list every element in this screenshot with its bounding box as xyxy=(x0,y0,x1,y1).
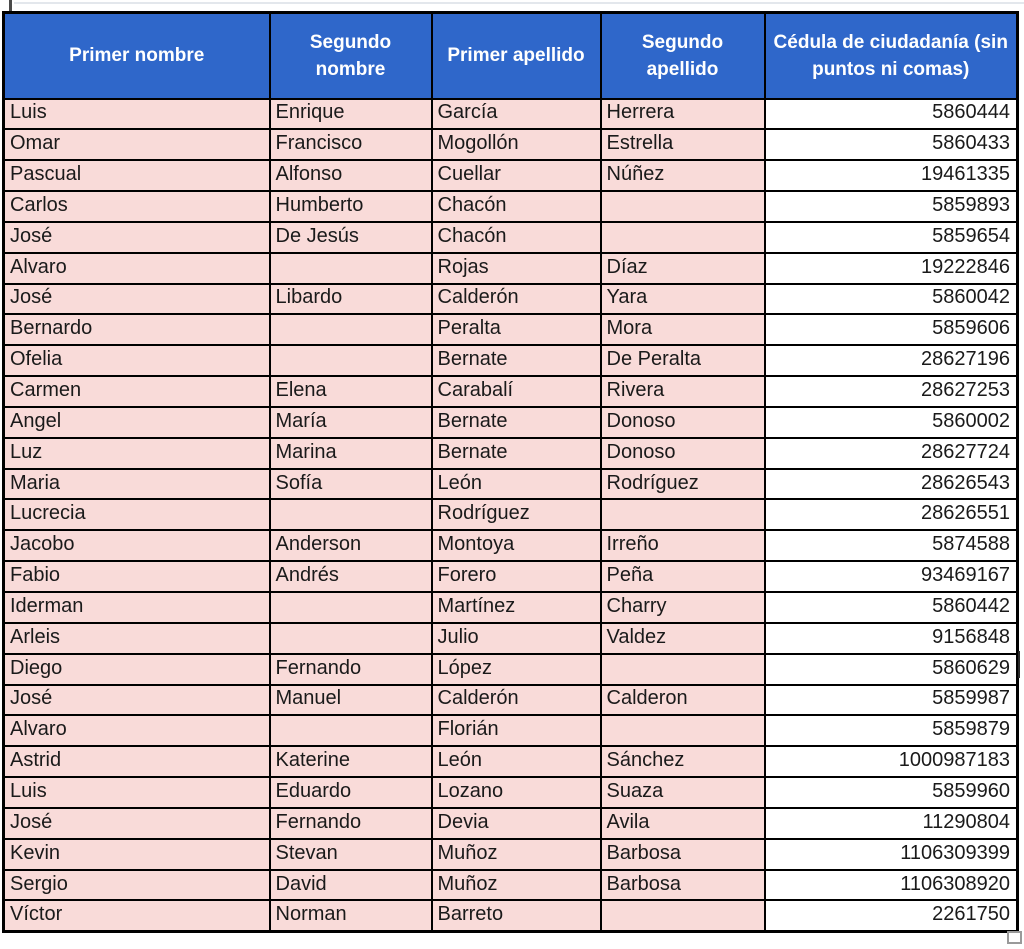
id-number-cell[interactable]: 1106309399 xyxy=(765,839,1018,870)
middle-name-cell[interactable] xyxy=(270,623,432,654)
middle-name-cell[interactable]: Manuel xyxy=(270,685,432,716)
first-name-cell[interactable]: Astrid xyxy=(4,746,270,777)
first-name-cell[interactable]: Sergio xyxy=(4,870,270,901)
column-header-primer-nombre[interactable]: Primer nombre xyxy=(4,13,270,99)
first-name-cell[interactable]: Carlos xyxy=(4,191,270,222)
second-surname-cell[interactable] xyxy=(601,900,765,931)
table-header-row xyxy=(4,13,1018,99)
table-row xyxy=(4,561,1018,592)
second-surname-cell[interactable]: De Peralta xyxy=(601,345,765,376)
page-top-rule xyxy=(14,2,1024,4)
first-name-cell[interactable]: Luis xyxy=(4,99,270,130)
middle-name-cell[interactable]: María xyxy=(270,407,432,438)
id-number-cell[interactable]: 5874588 xyxy=(765,530,1018,561)
table-row xyxy=(4,654,1018,685)
first-surname-cell[interactable]: Devia xyxy=(432,808,601,839)
table-row xyxy=(4,222,1018,253)
table-row xyxy=(4,592,1018,623)
id-number-cell[interactable]: 5860433 xyxy=(765,129,1018,160)
second-surname-cell[interactable] xyxy=(601,499,765,530)
first-name-cell[interactable]: Omar xyxy=(4,129,270,160)
table-row xyxy=(4,191,1018,222)
id-number-cell[interactable]: 28626543 xyxy=(765,469,1018,500)
names-table xyxy=(2,11,1019,933)
second-surname-cell[interactable]: Donoso xyxy=(601,407,765,438)
table-row xyxy=(4,314,1018,345)
table-row xyxy=(4,438,1018,469)
id-number-cell[interactable]: 19461335 xyxy=(765,160,1018,191)
first-surname-cell[interactable]: García xyxy=(432,99,601,130)
table-row xyxy=(4,839,1018,870)
first-name-cell[interactable]: José xyxy=(4,284,270,315)
middle-name-cell[interactable] xyxy=(270,499,432,530)
id-number-cell[interactable]: 5860042 xyxy=(765,284,1018,315)
first-surname-cell[interactable]: Barreto xyxy=(432,900,601,931)
table-resize-handle[interactable] xyxy=(1007,931,1022,944)
first-surname-cell[interactable]: Calderón xyxy=(432,685,601,716)
first-name-cell[interactable]: Iderman xyxy=(4,592,270,623)
first-surname-cell[interactable]: Carabalí xyxy=(432,376,601,407)
second-surname-cell[interactable] xyxy=(601,191,765,222)
first-name-cell[interactable]: Maria xyxy=(4,469,270,500)
middle-name-cell[interactable]: David xyxy=(270,870,432,901)
id-number-cell[interactable]: 28627196 xyxy=(765,345,1018,376)
id-number-cell[interactable]: 5860002 xyxy=(765,407,1018,438)
id-number-cell[interactable]: 28627724 xyxy=(765,438,1018,469)
id-number-cell[interactable]: 28627253 xyxy=(765,376,1018,407)
middle-name-cell[interactable]: Humberto xyxy=(270,191,432,222)
id-number-cell[interactable]: 28626551 xyxy=(765,499,1018,530)
first-name-cell[interactable]: Alvaro xyxy=(4,253,270,284)
column-header-segundo-nombre[interactable]: Segundo nombre xyxy=(270,13,432,99)
table-row xyxy=(4,715,1018,746)
second-surname-cell[interactable] xyxy=(601,715,765,746)
first-surname-cell[interactable]: Julio xyxy=(432,623,601,654)
second-surname-cell[interactable]: Yara xyxy=(601,284,765,315)
first-surname-cell[interactable]: Chacón xyxy=(432,222,601,253)
first-surname-cell[interactable]: Forero xyxy=(432,561,601,592)
second-surname-cell[interactable]: Rivera xyxy=(601,376,765,407)
id-number-cell[interactable]: 9156848 xyxy=(765,623,1018,654)
id-number-cell[interactable]: 5860629 xyxy=(765,654,1018,685)
first-surname-cell[interactable]: Bernate xyxy=(432,407,601,438)
table-row xyxy=(4,99,1018,130)
first-surname-cell[interactable]: Muñoz xyxy=(432,839,601,870)
table-row xyxy=(4,160,1018,191)
first-name-cell[interactable]: Ofelia xyxy=(4,345,270,376)
first-name-cell[interactable]: Diego xyxy=(4,654,270,685)
id-number-cell[interactable]: 2261750 xyxy=(765,900,1018,931)
first-surname-cell[interactable]: Florián xyxy=(432,715,601,746)
first-name-cell[interactable]: Carmen xyxy=(4,376,270,407)
first-surname-cell[interactable]: Mogollón xyxy=(432,129,601,160)
middle-name-cell[interactable] xyxy=(270,253,432,284)
table-row xyxy=(4,870,1018,901)
middle-name-cell[interactable]: Katerine xyxy=(270,746,432,777)
first-name-cell[interactable]: Angel xyxy=(4,407,270,438)
first-name-cell[interactable]: Pascual xyxy=(4,160,270,191)
table-row xyxy=(4,253,1018,284)
middle-name-cell[interactable]: Fernando xyxy=(270,808,432,839)
first-name-cell[interactable]: Arleis xyxy=(4,623,270,654)
first-surname-cell[interactable]: Bernate xyxy=(432,345,601,376)
second-surname-cell[interactable]: Avila xyxy=(601,808,765,839)
table-row xyxy=(4,376,1018,407)
table-row xyxy=(4,469,1018,500)
middle-name-cell[interactable]: Stevan xyxy=(270,839,432,870)
first-surname-cell[interactable]: Montoya xyxy=(432,530,601,561)
table-row xyxy=(4,685,1018,716)
id-number-cell[interactable]: 5859893 xyxy=(765,191,1018,222)
first-surname-cell[interactable]: León xyxy=(432,746,601,777)
second-surname-cell[interactable]: Charry xyxy=(601,592,765,623)
table-row xyxy=(4,746,1018,777)
first-surname-cell[interactable]: López xyxy=(432,654,601,685)
second-surname-cell[interactable]: Mora xyxy=(601,314,765,345)
first-name-cell[interactable]: Luz xyxy=(4,438,270,469)
first-name-cell[interactable]: Luis xyxy=(4,777,270,808)
first-surname-cell[interactable]: Bernate xyxy=(432,438,601,469)
id-number-cell[interactable]: 11290804 xyxy=(765,808,1018,839)
middle-name-cell[interactable]: Anderson xyxy=(270,530,432,561)
table-row xyxy=(4,808,1018,839)
id-number-cell[interactable]: 1000987183 xyxy=(765,746,1018,777)
id-number-cell[interactable]: 5860442 xyxy=(765,592,1018,623)
middle-name-cell[interactable]: Alfonso xyxy=(270,160,432,191)
first-surname-cell[interactable]: León xyxy=(432,469,601,500)
second-surname-cell[interactable]: Núñez xyxy=(601,160,765,191)
id-number-cell[interactable]: 5859960 xyxy=(765,777,1018,808)
id-number-cell[interactable]: 19222846 xyxy=(765,253,1018,284)
id-number-cell[interactable]: 1106308920 xyxy=(765,870,1018,901)
middle-name-cell[interactable]: De Jesús xyxy=(270,222,432,253)
column-header-cedula[interactable]: Cédula de ciudadanía (sin puntos ni comas) xyxy=(765,13,1018,99)
id-number-cell[interactable]: 5859987 xyxy=(765,685,1018,716)
middle-name-cell[interactable]: Eduardo xyxy=(270,777,432,808)
table-row xyxy=(4,623,1018,654)
middle-name-cell[interactable]: Elena xyxy=(270,376,432,407)
middle-name-cell[interactable] xyxy=(270,592,432,623)
first-surname-cell[interactable]: Chacón xyxy=(432,191,601,222)
middle-name-cell[interactable] xyxy=(270,345,432,376)
first-surname-cell[interactable]: Martínez xyxy=(432,592,601,623)
table-row xyxy=(4,284,1018,315)
second-surname-cell[interactable]: Donoso xyxy=(601,438,765,469)
table-row xyxy=(4,499,1018,530)
middle-name-cell[interactable]: Sofía xyxy=(270,469,432,500)
first-name-cell[interactable]: José xyxy=(4,808,270,839)
table-row xyxy=(4,777,1018,808)
first-name-cell[interactable]: Alvaro xyxy=(4,715,270,746)
id-number-cell[interactable]: 93469167 xyxy=(765,561,1018,592)
second-surname-cell[interactable]: Estrella xyxy=(601,129,765,160)
table-row xyxy=(4,129,1018,160)
id-number-cell[interactable]: 5860444 xyxy=(765,99,1018,130)
first-surname-cell[interactable]: Calderón xyxy=(432,284,601,315)
middle-name-cell[interactable]: Libardo xyxy=(270,284,432,315)
middle-name-cell[interactable]: Andrés xyxy=(270,561,432,592)
first-surname-cell[interactable]: Muñoz xyxy=(432,870,601,901)
column-header-primer-apellido[interactable]: Primer apellido xyxy=(432,13,601,99)
middle-name-cell[interactable] xyxy=(270,715,432,746)
first-surname-cell[interactable]: Rojas xyxy=(432,253,601,284)
middle-name-cell[interactable]: Marina xyxy=(270,438,432,469)
middle-name-cell[interactable]: Enrique xyxy=(270,99,432,130)
column-header-segundo-apellido[interactable]: Segundo apellido xyxy=(601,13,765,99)
second-surname-cell[interactable]: Suaza xyxy=(601,777,765,808)
first-name-cell[interactable]: Víctor xyxy=(4,900,270,931)
middle-name-cell[interactable]: Francisco xyxy=(270,129,432,160)
first-surname-cell[interactable]: Rodríguez xyxy=(432,499,601,530)
second-surname-cell[interactable]: Herrera xyxy=(601,99,765,130)
id-number-cell[interactable]: 5859879 xyxy=(765,715,1018,746)
first-name-cell[interactable]: Kevin xyxy=(4,839,270,870)
first-name-cell[interactable]: Bernardo xyxy=(4,314,270,345)
middle-name-cell[interactable]: Norman xyxy=(270,900,432,931)
table-row xyxy=(4,345,1018,376)
second-surname-cell[interactable]: Peña xyxy=(601,561,765,592)
second-surname-cell[interactable]: Díaz xyxy=(601,253,765,284)
second-surname-cell[interactable]: Valdez xyxy=(601,623,765,654)
id-number-cell[interactable]: 5859606 xyxy=(765,314,1018,345)
first-name-cell[interactable]: Lucrecia xyxy=(4,499,270,530)
table-body xyxy=(4,99,1018,932)
table-row xyxy=(4,900,1018,931)
first-name-cell[interactable]: Fabio xyxy=(4,561,270,592)
first-name-cell[interactable]: José xyxy=(4,685,270,716)
second-surname-cell[interactable]: Sánchez xyxy=(601,746,765,777)
second-surname-cell[interactable]: Irreño xyxy=(601,530,765,561)
first-name-cell[interactable]: Jacobo xyxy=(4,530,270,561)
id-number-cell[interactable]: 5859654 xyxy=(765,222,1018,253)
first-name-cell[interactable]: José xyxy=(4,222,270,253)
table-row xyxy=(4,530,1018,561)
second-surname-cell[interactable]: Calderon xyxy=(601,685,765,716)
second-surname-cell[interactable] xyxy=(601,654,765,685)
middle-name-cell[interactable] xyxy=(270,314,432,345)
table-row xyxy=(4,407,1018,438)
first-surname-cell[interactable]: Cuellar xyxy=(432,160,601,191)
middle-name-cell[interactable]: Fernando xyxy=(270,654,432,685)
first-surname-cell[interactable]: Lozano xyxy=(432,777,601,808)
text-cursor xyxy=(1018,651,1020,678)
second-surname-cell[interactable]: Barbosa xyxy=(601,870,765,901)
second-surname-cell[interactable]: Rodríguez xyxy=(601,469,765,500)
second-surname-cell[interactable]: Barbosa xyxy=(601,839,765,870)
first-surname-cell[interactable]: Peralta xyxy=(432,314,601,345)
second-surname-cell[interactable] xyxy=(601,222,765,253)
